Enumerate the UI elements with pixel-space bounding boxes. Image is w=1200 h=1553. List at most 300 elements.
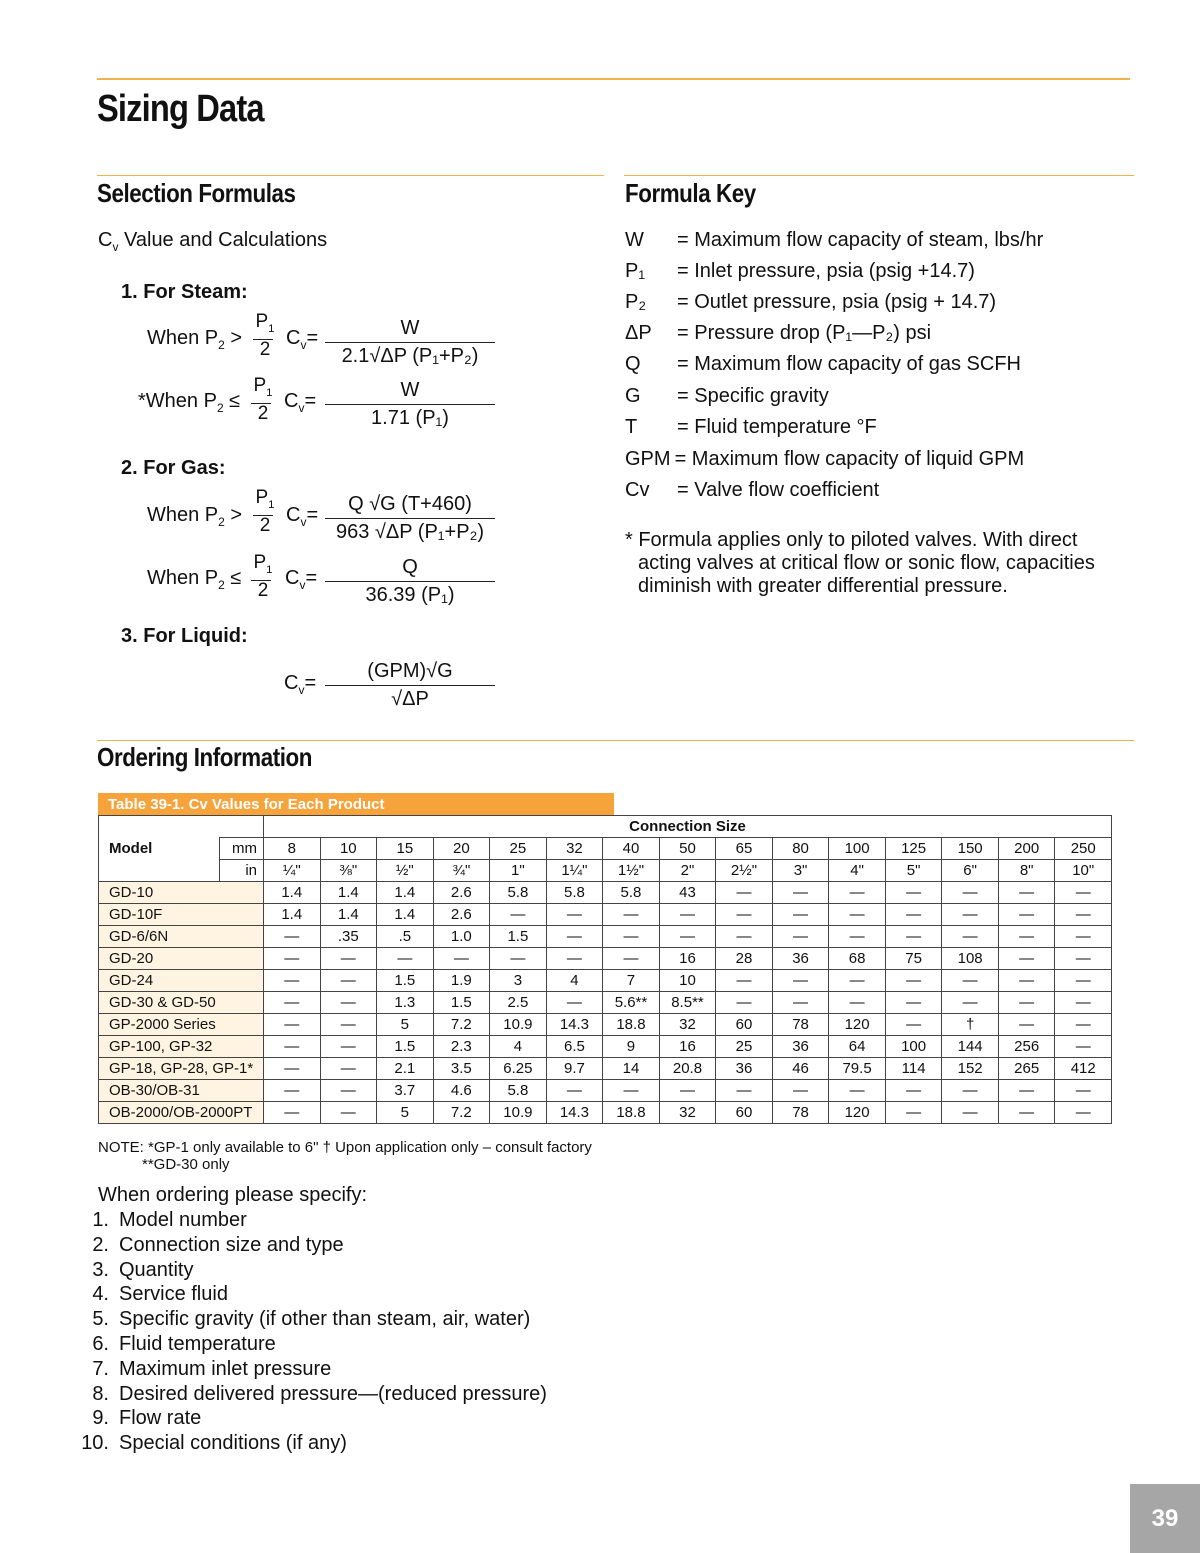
formula-key-row <box>625 260 975 283</box>
cv-value-cell: — <box>320 1058 377 1080</box>
formula-key-symbol: ΔP <box>625 322 652 344</box>
table-note-2: **GD-30 only <box>142 1156 230 1173</box>
mm-size-cell: 125 <box>885 838 942 860</box>
table-row <box>99 882 1112 904</box>
mm-size-cell: 10 <box>320 838 377 860</box>
model-cell: GD-6/6N <box>99 926 264 948</box>
cv-value-cell: — <box>659 926 716 948</box>
formula-key-definition: = Fluid temperature °F <box>677 416 877 438</box>
cv-label: $C_v=$ <box>286 504 319 529</box>
liquid-formula <box>325 660 495 711</box>
cv-value-cell: — <box>264 970 321 992</box>
cv-value-cell: — <box>998 904 1055 926</box>
steam-condition-2: *When $P_2$ ≤ <box>138 390 241 415</box>
inch-size-cell: 1¼" <box>546 860 603 882</box>
cv-value-cell: 5 <box>377 1014 434 1036</box>
gas-condition-2: When $P_2$ ≤ <box>147 567 242 592</box>
cv-value-cell: 5.8 <box>546 882 603 904</box>
mm-size-cell: 150 <box>942 838 999 860</box>
cv-intro: $C_v$ Value and Calculations <box>98 229 328 254</box>
formula-key-row <box>625 229 1043 252</box>
model-header: Model <box>99 816 220 882</box>
cv-value-cell: 1.5 <box>377 970 434 992</box>
key-note-line-2: acting valves at critical flow or sonic flow, capacities <box>638 552 1095 574</box>
cv-value-cell: — <box>490 948 547 970</box>
cv-value-cell: 1.4 <box>264 882 321 904</box>
table-row <box>99 926 1112 948</box>
cv-value-cell: — <box>829 904 886 926</box>
cv-value-cell: — <box>885 904 942 926</box>
cv-value-cell: 1.4 <box>320 882 377 904</box>
list-item <box>71 1432 347 1455</box>
cv-value-cell: 3.5 <box>433 1058 490 1080</box>
gas-formula-2 <box>325 556 495 607</box>
cv-value-cell: — <box>377 948 434 970</box>
p1-over-2-fraction: $P_1$ 2 <box>253 312 277 360</box>
steam-condition-1: When $P_2$ > <box>147 327 243 352</box>
inch-size-cell: 6" <box>942 860 999 882</box>
cv-value-cell: 1.0 <box>433 926 490 948</box>
cv-value-cell: — <box>998 882 1055 904</box>
model-cell: GD-10F <box>99 904 264 926</box>
inch-size-cell: ⅜" <box>320 860 377 882</box>
cv-value-cell: — <box>942 926 999 948</box>
cv-value-cell: 4 <box>546 970 603 992</box>
cv-value-cell: 10 <box>659 970 716 992</box>
cv-value-cell: — <box>998 992 1055 1014</box>
cv-value-cell: 152 <box>942 1058 999 1080</box>
cv-value-cell: 100 <box>885 1036 942 1058</box>
mm-size-cell: 80 <box>772 838 829 860</box>
cv-value-cell: — <box>998 1014 1055 1036</box>
model-cell: GP-2000 Series <box>99 1014 264 1036</box>
table-note-1: NOTE: *GP-1 only available to 6" † Upon application only – consult factory <box>98 1139 592 1156</box>
connection-size-header: Connection Size <box>264 816 1112 838</box>
cv-value-cell: — <box>772 970 829 992</box>
list-item <box>71 1333 276 1356</box>
cv-value-cell: † <box>942 1014 999 1036</box>
list-item <box>71 1234 344 1257</box>
cv-value-cell: 5.8 <box>490 882 547 904</box>
cv-value-cell: 32 <box>659 1102 716 1124</box>
mm-size-cell: 20 <box>433 838 490 860</box>
cv-value-cell: 1.9 <box>433 970 490 992</box>
model-cell: GP-18, GP-28, GP-1* <box>99 1058 264 1080</box>
list-item <box>71 1283 228 1306</box>
cv-value-cell: — <box>885 926 942 948</box>
cv-value-cell: 3.7 <box>377 1080 434 1102</box>
cv-value-cell: — <box>885 882 942 904</box>
cv-value-cell: 10.9 <box>490 1014 547 1036</box>
cv-value-cell: — <box>264 1036 321 1058</box>
cv-value-cell: — <box>998 970 1055 992</box>
mm-size-cell: 65 <box>716 838 773 860</box>
cv-label: $C_v=$ <box>284 390 317 415</box>
steam-formula-1-denominator: 2.1√ΔP (P₁+P₂) <box>341 345 479 367</box>
cv-value-cell: — <box>772 882 829 904</box>
table-caption-text: Table 39-1. Cv Values for Each Product <box>108 796 385 813</box>
cv-value-cell: 1.3 <box>377 992 434 1014</box>
mm-size-cell: 8 <box>264 838 321 860</box>
cv-value-cell: 9 <box>603 1036 660 1058</box>
formula-key-symbol: W <box>625 229 644 251</box>
mm-size-cell: 32 <box>546 838 603 860</box>
cv-value-cell: — <box>1055 926 1112 948</box>
cv-value-cell: 2.6 <box>433 882 490 904</box>
list-item-text: Maximum inlet pressure <box>119 1357 332 1380</box>
cv-value-cell: — <box>829 992 886 1014</box>
cv-value-cell: 8.5** <box>659 992 716 1014</box>
inch-size-cell: 2" <box>659 860 716 882</box>
cv-value-cell: 5 <box>377 1102 434 1124</box>
steam-heading: 1. For Steam: <box>121 281 248 303</box>
cv-value-cell: 412 <box>1055 1058 1112 1080</box>
cv-value-cell: 120 <box>829 1014 886 1036</box>
cv-value-cell: 6.5 <box>546 1036 603 1058</box>
cv-value-cell: 2.3 <box>433 1036 490 1058</box>
steam-formula-2-denominator: 1.71 (P₁) <box>371 407 449 429</box>
list-item-text: Model number <box>119 1209 247 1231</box>
cv-value-cell: — <box>264 948 321 970</box>
cv-value-cell: 2.5 <box>490 992 547 1014</box>
ordering-information-title: Ordering Information <box>97 742 312 772</box>
cv-value-cell: 36 <box>772 1036 829 1058</box>
cv-value-cell: — <box>772 904 829 926</box>
cv-value-cell: 64 <box>829 1036 886 1058</box>
specify-heading: When ordering please specify: <box>98 1184 368 1206</box>
key-note-line-1: * Formula applies only to piloted valves. With direct <box>625 529 1078 551</box>
cv-value-cell: 2.1 <box>377 1058 434 1080</box>
cv-value-cell: — <box>603 948 660 970</box>
steam-formula-1-numerator: W <box>400 317 420 339</box>
inch-row <box>99 860 1112 882</box>
cv-value-cell: 20.8 <box>659 1058 716 1080</box>
mm-size-cell: 25 <box>490 838 547 860</box>
formula-key-rule <box>624 175 1134 176</box>
p1-over-2-fraction: $P_1$ 2 <box>253 488 277 536</box>
cv-label: $C_v=$ <box>284 672 317 697</box>
cv-value-cell: 16 <box>659 948 716 970</box>
list-item-text: Fluid temperature <box>119 1333 276 1355</box>
cv-value-cell: 18.8 <box>603 1102 660 1124</box>
formula-key-definition: = Maximum flow capacity of gas SCFH <box>677 353 1021 375</box>
cv-value-cell: — <box>772 1080 829 1102</box>
cv-value-cell: — <box>320 1014 377 1036</box>
cv-value-cell: — <box>998 926 1055 948</box>
cv-value-cell: — <box>320 970 377 992</box>
list-item-number: 1. <box>92 1209 109 1231</box>
cv-value-cell: 4.6 <box>433 1080 490 1102</box>
cv-value-cell: .5 <box>377 926 434 948</box>
model-cell: GD-24 <box>99 970 264 992</box>
cv-value-cell: 78 <box>772 1014 829 1036</box>
formula-key-definition: = Maximum flow capacity of liquid GPM <box>674 448 1025 470</box>
cv-value-cell: — <box>885 970 942 992</box>
cv-value-cell: — <box>320 1080 377 1102</box>
cv-value-cell: 256 <box>998 1036 1055 1058</box>
cv-value-cell: — <box>716 992 773 1014</box>
mm-size-cell: 250 <box>1055 838 1112 860</box>
cv-value-cell: 1.4 <box>320 904 377 926</box>
cv-value-cell: — <box>716 970 773 992</box>
formula-key-row <box>625 291 996 314</box>
mm-row <box>99 838 1112 860</box>
cv-value-cell: 7 <box>603 970 660 992</box>
formula-key-symbol: G <box>625 385 641 407</box>
list-item-number: 10. <box>81 1432 109 1455</box>
model-cell: GD-10 <box>99 882 264 904</box>
cv-value-cell: 14 <box>603 1058 660 1080</box>
cv-value-cell: — <box>716 1080 773 1102</box>
cv-value-cell: 14.3 <box>546 1014 603 1036</box>
inch-size-cell: 4" <box>829 860 886 882</box>
cv-value-cell: — <box>546 1080 603 1102</box>
formula-key-symbol: T <box>625 416 638 438</box>
formula-key-row <box>625 479 879 502</box>
inch-size-cell: 10" <box>1055 860 1112 882</box>
steam-formula-2-numerator: W <box>400 379 420 401</box>
cv-value-cell: 144 <box>942 1036 999 1058</box>
list-item-number: 4. <box>92 1283 109 1306</box>
table-row <box>99 1058 1112 1080</box>
cv-value-cell: 60 <box>716 1102 773 1124</box>
cv-value-cell: 5.6** <box>603 992 660 1014</box>
cv-value-cell: — <box>1055 904 1112 926</box>
cv-value-cell: 9.7 <box>546 1058 603 1080</box>
ordering-rule <box>97 740 1134 741</box>
cv-value-cell: — <box>772 926 829 948</box>
steam-formula-1 <box>325 317 495 368</box>
mm-size-cell: 100 <box>829 838 886 860</box>
header-spacer <box>220 816 264 838</box>
list-item <box>71 1383 547 1406</box>
inch-size-cell: ½" <box>377 860 434 882</box>
cv-value-cell: — <box>998 948 1055 970</box>
cv-value-cell: 10.9 <box>490 1102 547 1124</box>
cv-value-cell: — <box>264 992 321 1014</box>
cv-value-cell: — <box>716 926 773 948</box>
list-item-number: 7. <box>92 1357 109 1380</box>
inch-size-cell: 1½" <box>603 860 660 882</box>
cv-value-cell: — <box>942 1080 999 1102</box>
list-item-number: 9. <box>92 1407 109 1430</box>
cv-value-cell: — <box>320 992 377 1014</box>
liquid-heading: 3. For Liquid: <box>121 625 248 647</box>
steam-condition-1-text: When P <box>147 327 219 349</box>
gas-condition-1: When $P_2$ > <box>147 504 243 529</box>
list-item <box>71 1209 247 1232</box>
formula-key-definition: = Pressure drop (P₁—P₂) psi <box>677 322 932 344</box>
cv-value-cell: 1.4 <box>377 904 434 926</box>
cv-value-cell: — <box>772 992 829 1014</box>
cv-value-cell: 75 <box>885 948 942 970</box>
inch-size-cell: 5" <box>885 860 942 882</box>
formula-key-row <box>625 353 1021 376</box>
cv-value-cell: 79.5 <box>829 1058 886 1080</box>
list-item <box>71 1308 530 1331</box>
list-item-text: Flow rate <box>119 1407 202 1430</box>
cv-value-cell: — <box>942 904 999 926</box>
formula-key-symbol: Q <box>625 353 641 375</box>
cv-value-cell: 114 <box>885 1058 942 1080</box>
model-cell: OB-30/OB-31 <box>99 1080 264 1102</box>
cv-value-cell: — <box>1055 882 1112 904</box>
cv-value-cell: 7.2 <box>433 1102 490 1124</box>
formula-key-definition: = Maximum flow capacity of steam, lbs/hr <box>677 229 1044 251</box>
cv-value-cell: 14.3 <box>546 1102 603 1124</box>
cv-value-cell: — <box>546 904 603 926</box>
model-cell: GP-100, GP-32 <box>99 1036 264 1058</box>
list-item <box>71 1358 331 1381</box>
cv-label: $C_v=$ <box>286 327 319 352</box>
inch-size-cell: 2½" <box>716 860 773 882</box>
formula-key-definition: = Inlet pressure, psia (psig +14.7) <box>677 260 975 282</box>
cv-value-cell: 120 <box>829 1102 886 1124</box>
p1-over-2-fraction: $P_1$ 2 <box>251 553 275 601</box>
cv-value-cell: — <box>490 904 547 926</box>
key-note-line-3: diminish with greater differential pressure. <box>638 575 1008 597</box>
cv-value-cell: — <box>546 992 603 1014</box>
cv-value-cell: 265 <box>998 1058 1055 1080</box>
cv-value-cell: — <box>1055 1102 1112 1124</box>
cv-value-cell: — <box>829 882 886 904</box>
cv-value-cell: 1.4 <box>377 882 434 904</box>
table-row <box>99 970 1112 992</box>
formula-key-definition: = Specific gravity <box>677 385 829 407</box>
liquid-formula-denominator: √ΔP <box>391 688 429 710</box>
inch-size-cell: 3" <box>772 860 829 882</box>
table-row <box>99 1102 1112 1124</box>
cv-value-cell: — <box>264 1080 321 1102</box>
cv-value-cell: — <box>320 1036 377 1058</box>
cv-value-cell: — <box>1055 1014 1112 1036</box>
list-item-number: 5. <box>92 1308 109 1331</box>
gas-formula-1-numerator: Q √G (T+460) <box>348 493 472 515</box>
inch-size-cell: 8" <box>998 860 1055 882</box>
list-item-text: Specific gravity (if other than steam, air, water) <box>119 1308 531 1331</box>
cv-intro-text: Value and Calculations <box>124 229 328 251</box>
cv-value-cell: — <box>264 1058 321 1080</box>
formula-key-symbol: Cv <box>625 479 650 501</box>
list-item-text: Connection size and type <box>119 1233 344 1256</box>
list-item-number: 6. <box>92 1333 109 1355</box>
cv-value-cell: — <box>885 1014 942 1036</box>
cv-value-cell: — <box>433 948 490 970</box>
cv-value-cell: — <box>603 1080 660 1102</box>
inch-size-cell: ¼" <box>264 860 321 882</box>
page-title: Sizing Data <box>97 88 264 130</box>
steam-condition-2-text: *When P <box>138 390 217 412</box>
cv-value-cell: — <box>998 1080 1055 1102</box>
cv-value-cell: — <box>1055 992 1112 1014</box>
formula-key-row <box>625 322 931 345</box>
cv-value-cell: 36 <box>772 948 829 970</box>
gas-condition-1-text: When P <box>147 504 219 526</box>
list-item-number: 2. <box>92 1233 109 1256</box>
model-cell: GD-30 & GD-50 <box>99 992 264 1014</box>
cv-value-cell: 1.5 <box>377 1036 434 1058</box>
model-cell: GD-20 <box>99 948 264 970</box>
formula-key-row <box>625 385 829 408</box>
cv-value-cell: 43 <box>659 882 716 904</box>
cv-value-cell: — <box>885 1080 942 1102</box>
table-row <box>99 1080 1112 1102</box>
cv-value-cell: — <box>264 1014 321 1036</box>
cv-value-cell: — <box>1055 1036 1112 1058</box>
cv-value-cell: — <box>998 1102 1055 1124</box>
top-rule <box>97 78 1130 80</box>
mm-label: mm <box>220 838 264 860</box>
cv-value-cell: 25 <box>716 1036 773 1058</box>
cv-value-cell: 68 <box>829 948 886 970</box>
cv-value-cell: — <box>829 926 886 948</box>
cv-value-cell: — <box>659 1080 716 1102</box>
list-item-text: Special conditions (if any) <box>119 1432 347 1455</box>
cv-value-cell: 32 <box>659 1014 716 1036</box>
formula-key-definition: = Outlet pressure, psia (psig + 14.7) <box>677 291 997 313</box>
formula-key-symbol: P₁ <box>625 260 646 282</box>
cv-value-cell: — <box>942 1102 999 1124</box>
page-number: 39 <box>1130 1484 1200 1553</box>
cv-value-cell: — <box>1055 1080 1112 1102</box>
gas-heading: 2. For Gas: <box>121 457 226 479</box>
cv-value-cell: .35 <box>320 926 377 948</box>
cv-value-cell: — <box>546 926 603 948</box>
mm-size-cell: 200 <box>998 838 1055 860</box>
cv-value-cell: — <box>603 904 660 926</box>
cv-label: $C_v=$ <box>285 567 318 592</box>
cv-value-cell: — <box>1055 970 1112 992</box>
cv-value-cell: 5.8 <box>603 882 660 904</box>
cv-value-cell: — <box>716 904 773 926</box>
cv-value-cell: — <box>546 948 603 970</box>
table-row <box>99 1036 1112 1058</box>
cv-value-cell: 108 <box>942 948 999 970</box>
cv-value-cell: 36 <box>716 1058 773 1080</box>
list-item-text: Service fluid <box>119 1283 228 1306</box>
model-cell: OB-2000/OB-2000PT <box>99 1102 264 1124</box>
cv-values-table <box>98 815 1112 1124</box>
table-row <box>99 1014 1112 1036</box>
cv-value-cell: — <box>1055 948 1112 970</box>
cv-value-cell: 3 <box>490 970 547 992</box>
selection-formulas-title: Selection Formulas <box>97 178 296 208</box>
cv-value-cell: 6.25 <box>490 1058 547 1080</box>
cv-value-cell: 28 <box>716 948 773 970</box>
cv-value-cell: — <box>942 992 999 1014</box>
cv-value-cell: 60 <box>716 1014 773 1036</box>
list-item <box>71 1259 193 1282</box>
cv-value-cell: 46 <box>772 1058 829 1080</box>
cv-value-cell: — <box>264 926 321 948</box>
list-item-number: 3. <box>92 1258 109 1281</box>
cv-value-cell: — <box>829 970 886 992</box>
formula-key-symbol: GPM <box>625 448 671 470</box>
formula-key-symbol: P₂ <box>625 291 647 313</box>
gas-formula-2-numerator: Q <box>402 556 418 578</box>
mm-size-cell: 40 <box>603 838 660 860</box>
list-item-text: Desired delivered pressure—(reduced pressure) <box>119 1382 547 1405</box>
formula-key-row <box>625 448 1024 471</box>
cv-value-cell: — <box>829 1080 886 1102</box>
table-row <box>99 904 1112 926</box>
cv-value-cell: 2.6 <box>433 904 490 926</box>
cv-value-cell: 78 <box>772 1102 829 1124</box>
gas-formula-2-denominator: 36.39 (P₁) <box>365 584 455 606</box>
in-label: in <box>220 860 264 882</box>
mm-size-cell: 50 <box>659 838 716 860</box>
cv-value-cell: — <box>716 882 773 904</box>
